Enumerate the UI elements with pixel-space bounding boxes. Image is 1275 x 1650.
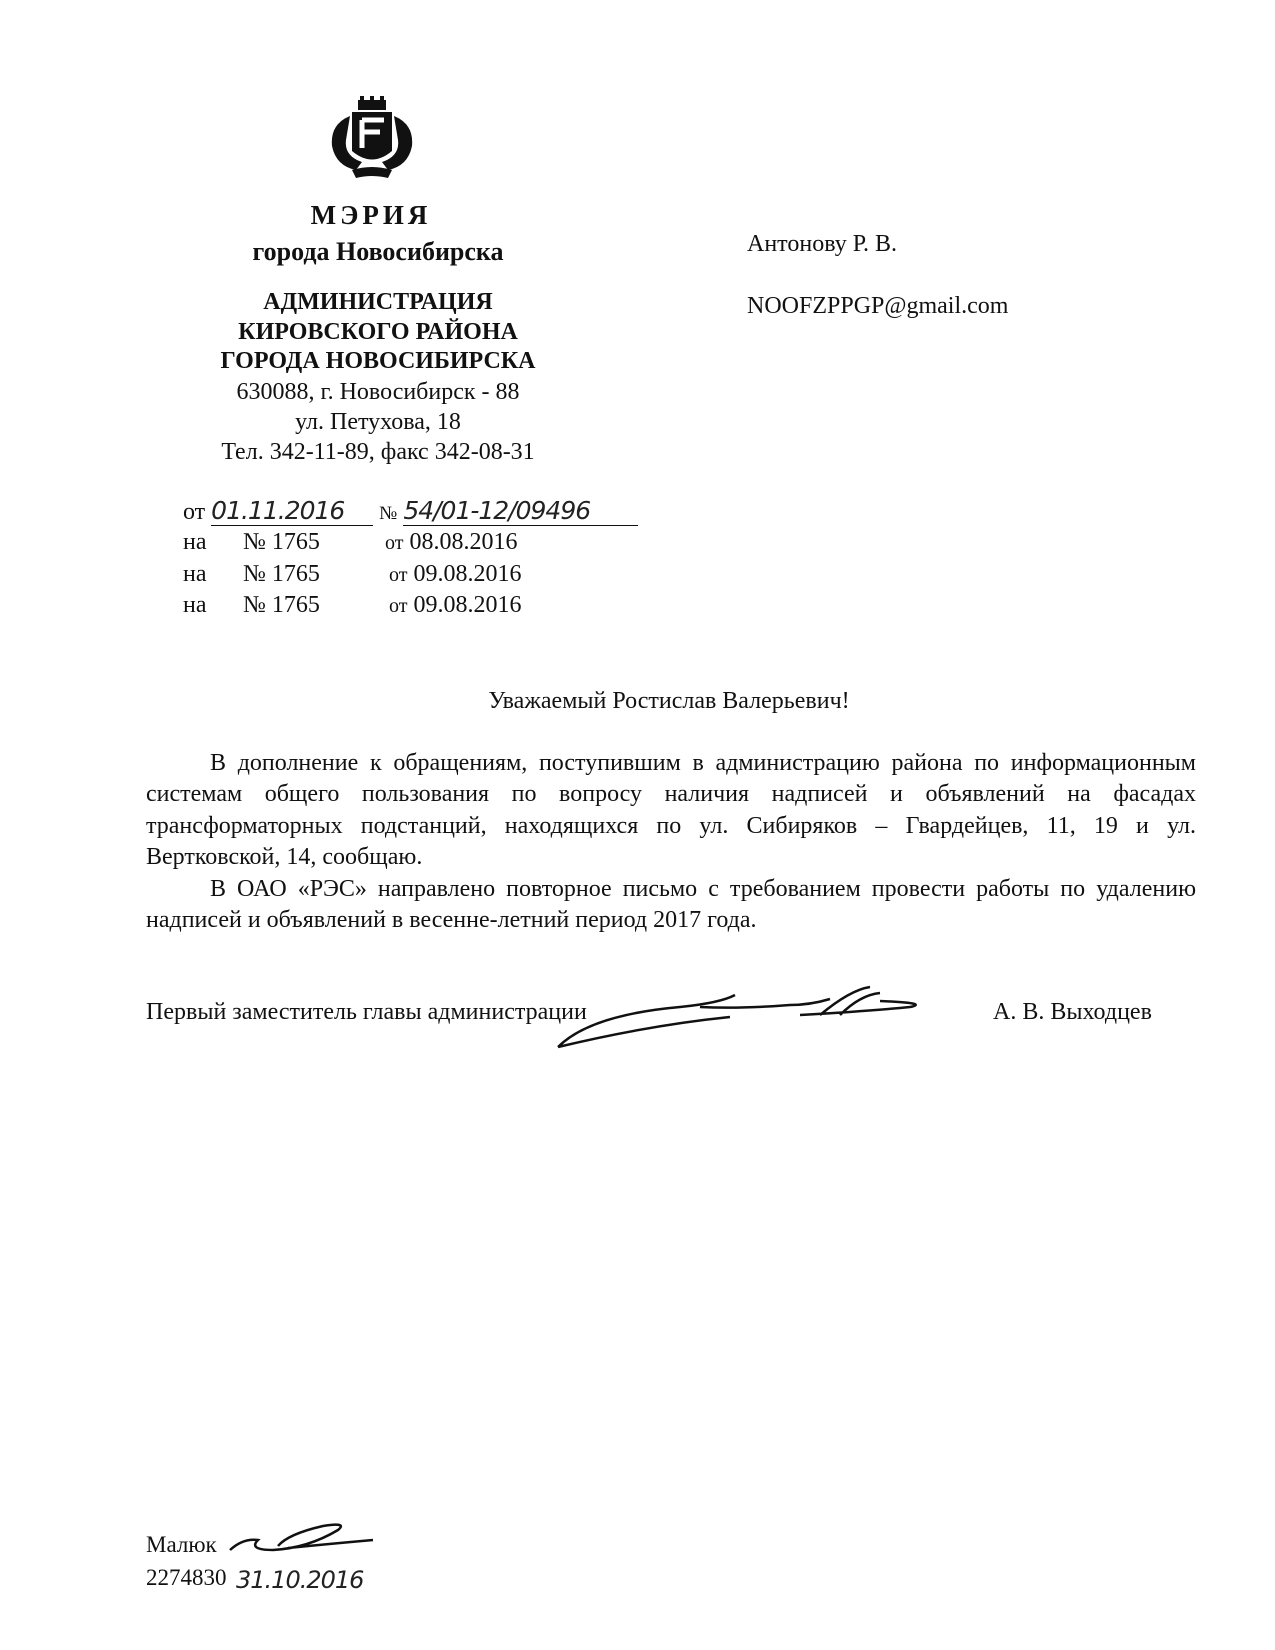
reply-date: 08.08.2016 [409, 529, 518, 555]
on-label: на [183, 592, 207, 618]
coat-of-arms-icon [322, 96, 422, 186]
admin-line: КИРОВСКОГО РАЙОНА [238, 319, 518, 345]
signatory-name: А. В. Выходцев [993, 999, 1152, 1025]
reply-number: № 1765 [243, 592, 320, 618]
reply-number: № 1765 [243, 529, 320, 555]
reply-date: 09.08.2016 [413, 592, 522, 618]
reply-reference-row [183, 592, 521, 619]
handwritten-date: 01.11.2016 [211, 496, 373, 526]
mayoralty-title: МЭРИЯ [310, 200, 432, 230]
signatory-position: Первый заместитель главы администрации [146, 999, 587, 1025]
executor-phone: 2274830 [146, 1565, 227, 1590]
signature-icon [550, 985, 950, 1060]
address-line: Тел. 342-11-89, факс 342-08-31 [221, 439, 535, 465]
address-line: 630088, г. Новосибирск - 88 [236, 379, 520, 405]
on-label: на [183, 561, 207, 587]
admin-line: ГОРОДА НОВОСИБИРСКА [220, 348, 536, 374]
reply-date: 09.08.2016 [413, 561, 522, 587]
admin-line: АДМИНИСТРАЦИЯ [263, 289, 493, 315]
from-label: от [183, 499, 206, 525]
executor-initials-icon [228, 1520, 378, 1565]
recipient-name: Антонову Р. В. [747, 231, 898, 257]
reply-reference-row [183, 529, 517, 556]
executor-handwritten-date: 31.10.2016 [236, 1566, 364, 1594]
recipient-email: NOOFZPPGP@gmail.com [747, 293, 1009, 319]
from-label: от [389, 595, 408, 617]
reply-reference-row [183, 561, 521, 588]
address-line: ул. Петухова, 18 [295, 409, 461, 435]
body-paragraph: В дополнение к обращениям, поступившим в администрацию района по информационным системам общего пользования по вопросу наличия надписей и объявлений на фасадах трансформаторных подстанций, находящихся по ул. Сибиряков – Гвардейцев, 11, 19 и ул. Вертковской, 14, сообщаю. [146, 750, 1196, 871]
body-paragraph: В ОАО «РЭС» направлено повторное письмо с требованием провести работы по удалению надписей и объявлений в весенне-летний период 2017 года. [146, 875, 1196, 934]
greeting: Уважаемый Ростислав Валерьевич! [488, 688, 850, 714]
executor-name: Малюк [146, 1532, 217, 1557]
reply-number: № 1765 [243, 561, 320, 587]
handwritten-number: 54/01-12/09496 [403, 496, 638, 526]
on-label: на [183, 529, 207, 555]
letter-body [146, 748, 1196, 936]
from-label: от [385, 532, 404, 554]
outgoing-reference [183, 496, 638, 526]
number-label: № [379, 503, 398, 524]
from-label: от [389, 564, 408, 586]
city-title: города Новосибирска [252, 237, 504, 266]
